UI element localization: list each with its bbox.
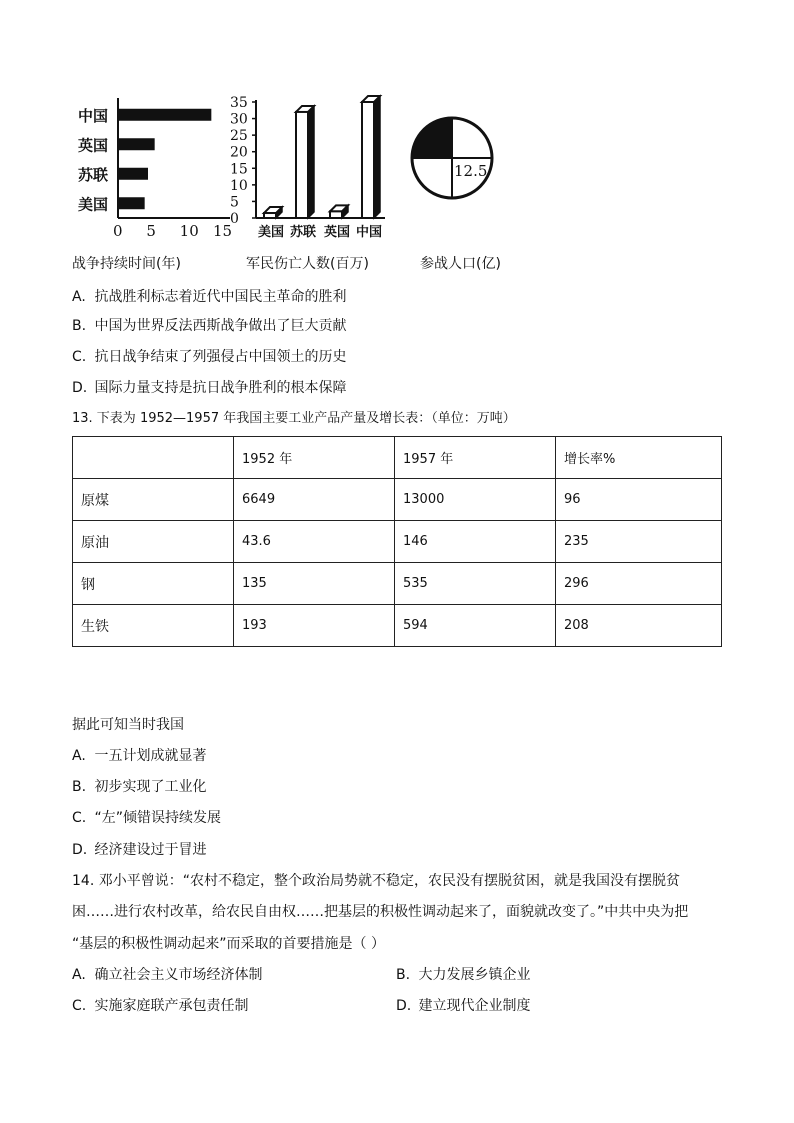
table-header-cell: 1952 年 (234, 437, 395, 479)
table-cell: 钢 (73, 563, 234, 605)
q14-option-a[interactable]: A. 确立社会主义市场经济体制 (72, 967, 263, 983)
table-cell: 135 (234, 563, 395, 605)
hbar-category-label: 苏联 (78, 165, 109, 184)
hbar-tick-label: 10 (179, 222, 199, 240)
hbar-bar (118, 168, 148, 180)
vbar-bar (296, 106, 314, 218)
vbar-category-label: 美国 (258, 225, 285, 240)
table-row (73, 563, 722, 605)
caption-casualties: 军民伤亡人数(百万) (246, 256, 369, 272)
table-cell: 594 (395, 605, 556, 647)
pie-dark-slice (412, 118, 452, 158)
hbar-bar (118, 197, 145, 209)
vbar-category-label: 中国 (356, 225, 383, 240)
table-header-cell (73, 437, 234, 479)
table-cell: 43.6 (234, 521, 395, 563)
table-cell: 生铁 (73, 605, 234, 647)
table-cell: 原油 (73, 521, 234, 563)
q14-option-d[interactable]: D. 建立现代企业制度 (396, 998, 531, 1014)
table-cell: 6649 (234, 479, 395, 521)
population-pie-chart (412, 118, 492, 198)
table-cell: 296 (556, 563, 722, 605)
q13-option-a[interactable]: A. 一五计划成就显著 (72, 748, 207, 764)
table-row (73, 479, 722, 521)
table-cell: 13000 (395, 479, 556, 521)
table-cell: 96 (556, 479, 722, 521)
table-cell: 208 (556, 605, 722, 647)
table-cell: 193 (234, 605, 395, 647)
vbar-tick-label: 5 (230, 194, 239, 211)
caption-duration: 战争持续时间(年) (72, 256, 181, 272)
vbar-tick-label: 25 (230, 128, 248, 145)
vbar-bar (330, 205, 348, 218)
hbar-tick-label: 5 (146, 222, 156, 240)
q12-option-c[interactable]: C. 抗日战争结束了列强侵占中国领土的历史 (72, 349, 347, 365)
vbar-tick-label: 30 (230, 111, 248, 128)
vbar-bar (362, 96, 380, 218)
table-cell: 535 (395, 563, 556, 605)
q13-option-c[interactable]: C. “左”倾错误持续发展 (72, 810, 221, 826)
hbar-category-label: 美国 (78, 195, 109, 214)
q13-prompt: 据此可知当时我国 (72, 717, 184, 733)
table-header-cell: 1957 年 (395, 437, 556, 479)
vbar-category-label: 苏联 (290, 225, 317, 240)
q13-option-b[interactable]: B. 初步实现了工业化 (72, 779, 207, 795)
vbar-tick-label: 20 (230, 144, 248, 161)
vbar-tick-label: 10 (230, 177, 248, 194)
q13-stem: 13. 下表为 1952—1957 年我国主要工业产品产量及增长表：（单位：万吨） (72, 411, 516, 426)
q14-stem-line-2: 困……进行农村改革，给农民自由权……把基层的积极性调动起来了，面貌就改变了。”中共中央为把 (72, 904, 689, 920)
hbar-tick-label: 0 (113, 222, 123, 240)
production-table (72, 436, 722, 647)
casualties-chart (230, 95, 385, 240)
q14-stem-line-3: “基层的积极性调动起来”而采取的首要措施是（ ） (72, 936, 385, 952)
hbar-category-label: 英国 (78, 136, 109, 155)
table-cell: 146 (395, 521, 556, 563)
hbar-tick-label: 15 (213, 222, 233, 240)
pie-label: 12.5 (454, 162, 488, 180)
table-row (73, 605, 722, 647)
hbar-category-label: 中国 (78, 106, 109, 125)
q14-option-c[interactable]: C. 实施家庭联产承包责任制 (72, 998, 249, 1014)
table-cell: 原煤 (73, 479, 234, 521)
table-row (73, 521, 722, 563)
q14-option-b[interactable]: B. 大力发展乡镇企业 (396, 967, 531, 983)
table-cell: 235 (556, 521, 722, 563)
q12-option-b[interactable]: B. 中国为世界反法西斯战争做出了巨大贡献 (72, 318, 347, 334)
q12-option-a[interactable]: A. 抗战胜利标志着近代中国民主革命的胜利 (72, 289, 347, 305)
q13-option-d[interactable]: D. 经济建设过于冒进 (72, 842, 207, 858)
war-duration-chart (78, 98, 232, 240)
table-header-cell: 增长率% (556, 437, 722, 479)
table-header-row (73, 437, 722, 479)
vbar-bar (264, 207, 282, 218)
vbar-category-label: 英国 (324, 225, 351, 240)
vbar-tick-label: 0 (230, 211, 239, 227)
vbar-tick-label: 15 (230, 161, 248, 178)
war-statistics-figure (70, 88, 510, 244)
caption-population: 参战人口(亿) (420, 256, 501, 272)
vbar-tick-label: 35 (230, 95, 248, 111)
hbar-bar (118, 109, 211, 121)
q14-stem-line-1: 14. 邓小平曾说：“农村不稳定，整个政治局势就不稳定，农民没有摆脱贫困，就是我国没有摆脱贫 (72, 873, 680, 889)
hbar-bar (118, 138, 155, 150)
q12-option-d[interactable]: D. 国际力量支持是抗日战争胜利的根本保障 (72, 380, 347, 396)
